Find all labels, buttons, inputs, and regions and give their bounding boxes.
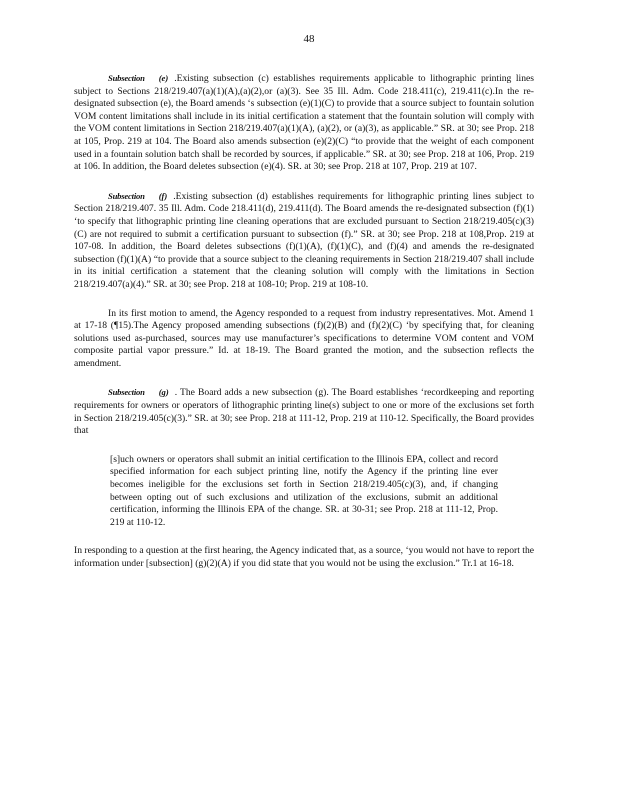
quote-text: [s]uch owners or operators shall submit an initial certification to the Illinois EPA, collect and record specified information for each subject printing line, notify the Agency if the printing line ever becomes ineligible for the exclusions set forth in Section 218/219.405(c)(3), and, if changing between opting out of such exclusions and utilization of the exclusions, submit an additional certification, informing the Illinois EPA of the change. SR. at 30-31; see Prop. 218 at 111-12, Prop. 219 at 110-12. <box>110 453 498 528</box>
subsection-heading: Subsection <box>108 73 145 83</box>
paragraph-first-hearing <box>74 545 534 570</box>
subsection-label: (g) <box>158 387 169 398</box>
paragraph-subsection-e <box>74 72 534 174</box>
paragraph-text: . The Board adds a new subsection (g). The Board establishes ‘recordkeeping and reporting requirements for owners or operators of lithographic printing line(s) subject to one or more of the exclusions set forth in Section 218/219.405(c)(3).” SR. at 30; see Prop. 218 at 111-12, Prop. 219 at 110-12. Specifically, the Board provides that <box>74 387 534 437</box>
subsection-heading: Subsection <box>108 387 145 398</box>
paragraph-text: .Existing subsection (c) establishes requirements applicable to lithographic printing lines subject to Sections 218/219.407(a)(1)(A),(a)(2),or (a)(3). See 35 Ill. Adm. Code 218.411(c), 219.411(c).In the re-designated subsection (e), the Board amends ‘s subsection (e)(1)(C) to provide that a source subject to fountain solution VOM content limitations shall include in its initial certification a statement that the fountain solution will comply with the VOM content limitations in Section 218/219.407(a)(1)(A), (a)(2), or (a)(3), as applicable.” SR. at 30; see Prop. 218 at 105, Prop. 219 at 104. The Board also amends subsection (e)(2)(C) “to provide that the weight of each component used in a fountain solution batch shall be recorded by sources, if applicable.” SR. at 30; see Prop. 218 at 106, Prop. 219 at 106. In addition, the Board deletes subsection (e)(4). SR. at 30; see Prop. 218 at 107, Prop. 219 at 107. <box>74 73 534 173</box>
subsection-label: (f) <box>158 190 168 201</box>
block-quote <box>110 454 498 530</box>
page-number: 48 <box>303 33 315 45</box>
paragraph-subsection-f <box>74 190 534 292</box>
subsection-heading: Subsection <box>108 190 145 201</box>
paragraph-agency-motion <box>74 308 534 371</box>
paragraph-subsection-g <box>74 386 534 437</box>
paragraph-text: In responding to a question at the first hearing, the Agency indicated that, as a source, ‘you would not have to report the information under [subsection] (g)(2)(A) if you did state that you would not be using the exclusion.” Tr.1 at 16-18. <box>74 545 534 569</box>
document-body <box>74 72 534 587</box>
paragraph-text: In its first motion to amend, the Agency responded to a request from industry representatives. Mot. Amend 1 at 17-18 (¶15).The Agency proposed amending subsections (f)(2)(B) and (f)(2)(C) ‘by specifying that, for cleaning solutions used as-purchased, sources may use manufacturer’s specifications to determine VOM content and VOM composite partial vapor pressure.” Id. at 18-19. The Board granted the motion, and the subsection reflects the amendment. <box>74 307 534 369</box>
paragraph-text: .Existing subsection (d) establishes requirements for lithographic printing lines subject to Section 218/219.407. 35 Ill. Adm. Code 218.411(d), 219.411(d). The Board amends the re-designated subsection (f)(1) ‘to specify that lithographic printing line cleaning operations that are excluded pursuant to Section 218/219.405(c)(3)(C) are not required to submit a certification pursuant to subsection (f).” SR. at 30; see Prop. 218 at 108,Prop. 219 at 107-08. In addition, the Board deletes subsections (f)(1)(A), (f)(1)(C), and (f)(4) and amends the re-designated subsection (f)(1)(A) “to provide that a source subject to the cleaning requirements in Section 218/219.407 shall include in its initial certification a statement that the cleaning solution will comply with the limitations in Section 218/219.407(a)(4).” SR. at 30; see Prop. 218 at 108-10; Prop. 219 at 108-10. <box>74 190 534 290</box>
subsection-label: (e) <box>158 73 169 83</box>
